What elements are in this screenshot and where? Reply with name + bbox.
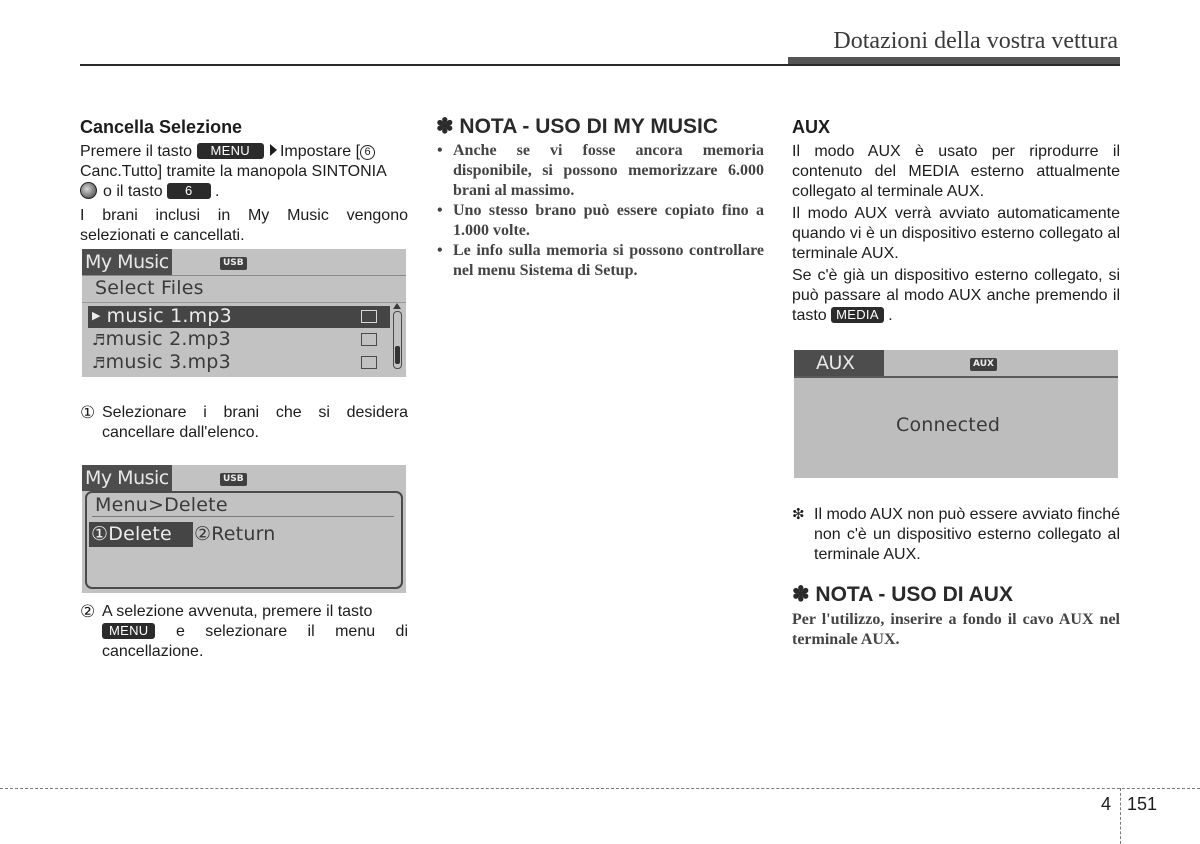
lcd-list-item	[92, 305, 232, 327]
usb-badge: USB	[220, 473, 247, 486]
note-heading-my-music: ✽ NOTA - USO DI MY MUSIC	[436, 115, 719, 138]
track-name: music 1.mp3	[106, 305, 232, 327]
step-1	[80, 403, 408, 443]
section-heading-aux: AUX	[792, 117, 831, 137]
play-arrow-icon: ▶	[92, 309, 101, 322]
lcd-source-tag: AUX	[794, 350, 884, 376]
footer-divider	[0, 788, 1200, 789]
step-text: Selezionare i brani che si desidera cancellare dall'elenco.	[102, 404, 408, 441]
checkbox-icon	[361, 356, 377, 369]
connection-status: Connected	[896, 414, 1001, 436]
section-heading-cancella: Cancella Selezione	[80, 117, 243, 137]
circled-number-icon: 6	[360, 145, 375, 160]
option-number: ②	[194, 523, 212, 545]
lcd-source-tag: My Music	[82, 249, 172, 275]
instruction-text: Canc.Tutto] tramite la manopola SINTONIA	[80, 163, 387, 180]
lcd-divider	[794, 376, 1118, 378]
usb-badge: USB	[220, 257, 247, 270]
footer-vertical-divider	[1120, 788, 1121, 844]
instruction-text: Impostare [	[279, 143, 361, 160]
instruction-text: .	[215, 183, 220, 200]
aux-small-note	[792, 505, 1120, 565]
checkbox-icon	[361, 333, 377, 346]
media-key-badge: MEDIA	[831, 307, 884, 323]
step-number: ①	[80, 403, 96, 422]
note-bullet-list	[436, 141, 764, 281]
page-header-title: Dotazioni della vostra vettura	[833, 28, 1118, 54]
column-middle	[436, 114, 764, 281]
note-bullet: • Uno stesso brano può essere copiato fino a 1.000 volte.	[436, 201, 764, 241]
scrollbar-up-icon	[393, 303, 401, 309]
track-name: music 2.mp3	[105, 328, 231, 350]
step-text: e selezionare il menu di cancellazione.	[102, 623, 409, 660]
music-note-icon: ♬	[92, 331, 106, 349]
selection-description: I brani inclusi in My Music vengono selezionati e cancellati.	[80, 207, 408, 244]
track-name: music 3.mp3	[105, 351, 231, 373]
menu-key-badge: MENU	[102, 623, 155, 639]
aux-note-block	[792, 582, 1120, 650]
music-note-icon: ♬	[92, 354, 106, 372]
scrollbar-thumb	[395, 346, 400, 364]
aux-badge: AUX	[970, 358, 997, 371]
instruction-text: o il tasto	[103, 183, 163, 200]
column-left	[80, 114, 408, 246]
column-right	[792, 114, 1120, 326]
asterisk-icon: ❇	[792, 506, 805, 523]
lcd-list-item	[92, 328, 231, 350]
lcd-title: Select Files	[95, 277, 204, 299]
option-number: ①	[91, 523, 109, 545]
chapter-number: 4	[1101, 794, 1112, 814]
number-key-badge: 6	[167, 183, 211, 199]
aux-paragraph-3	[792, 266, 1120, 326]
step-text: A selezione avvenuta, premere il tasto	[102, 603, 373, 620]
note-heading-aux: ✽ NOTA - USO DI AUX	[792, 583, 1013, 606]
aux-text: .	[888, 307, 893, 324]
arrow-right-icon	[270, 144, 277, 156]
menu-key-badge: MENU	[197, 143, 264, 159]
return-option	[194, 523, 275, 545]
tune-knob-icon	[80, 182, 97, 199]
step-2	[80, 602, 408, 662]
lcd-delete-menu-screen	[82, 465, 406, 593]
aux-note-text: Il modo AUX non può essere avviato finché non c'è un dispositivo esterno collegato al terminale AUX.	[814, 506, 1120, 563]
lcd-aux-screen	[794, 350, 1118, 478]
page-number: 151	[1127, 794, 1158, 814]
option-label: Delete	[108, 523, 172, 545]
lcd-divider	[82, 275, 406, 276]
option-label: Return	[211, 523, 276, 545]
lcd-title: Menu>Delete	[95, 494, 228, 516]
aux-note-text: Per l'utilizzo, inserire a fondo il cavo AUX nel terminale AUX.	[792, 611, 1120, 648]
lcd-divider	[92, 516, 394, 517]
note-bullet: • Le info sulla memoria si possono controllare nel menu Sistema di Setup.	[436, 241, 764, 281]
instruction-text: Premere il tasto	[80, 143, 193, 160]
aux-paragraph-2: Il modo AUX verrà avviato automaticamente quando vi è un dispositivo esterno collegato al terminale AUX.	[792, 205, 1120, 262]
header-rule	[80, 64, 1120, 66]
step-number: ②	[80, 602, 96, 621]
lcd-select-files-screen	[82, 249, 406, 377]
instruction-paragraph	[80, 142, 408, 202]
aux-paragraph-1: Il modo AUX è usato per riprodurre il contenuto del MEDIA esterno attualmente collegato al terminale AUX.	[792, 143, 1120, 200]
lcd-source-tag: My Music	[82, 465, 172, 491]
aux-text: Se c'è già un dispositivo esterno collegato, si può passare al modo AUX anche premendo il tasto	[792, 267, 1120, 324]
lcd-list-item	[92, 351, 231, 373]
delete-option	[91, 523, 172, 545]
lcd-divider	[82, 302, 406, 303]
note-bullet: • Anche se vi fosse ancora memoria disponibile, si possono memorizzare 6.000 brani al massimo.	[436, 141, 764, 201]
checkbox-icon	[361, 310, 377, 323]
